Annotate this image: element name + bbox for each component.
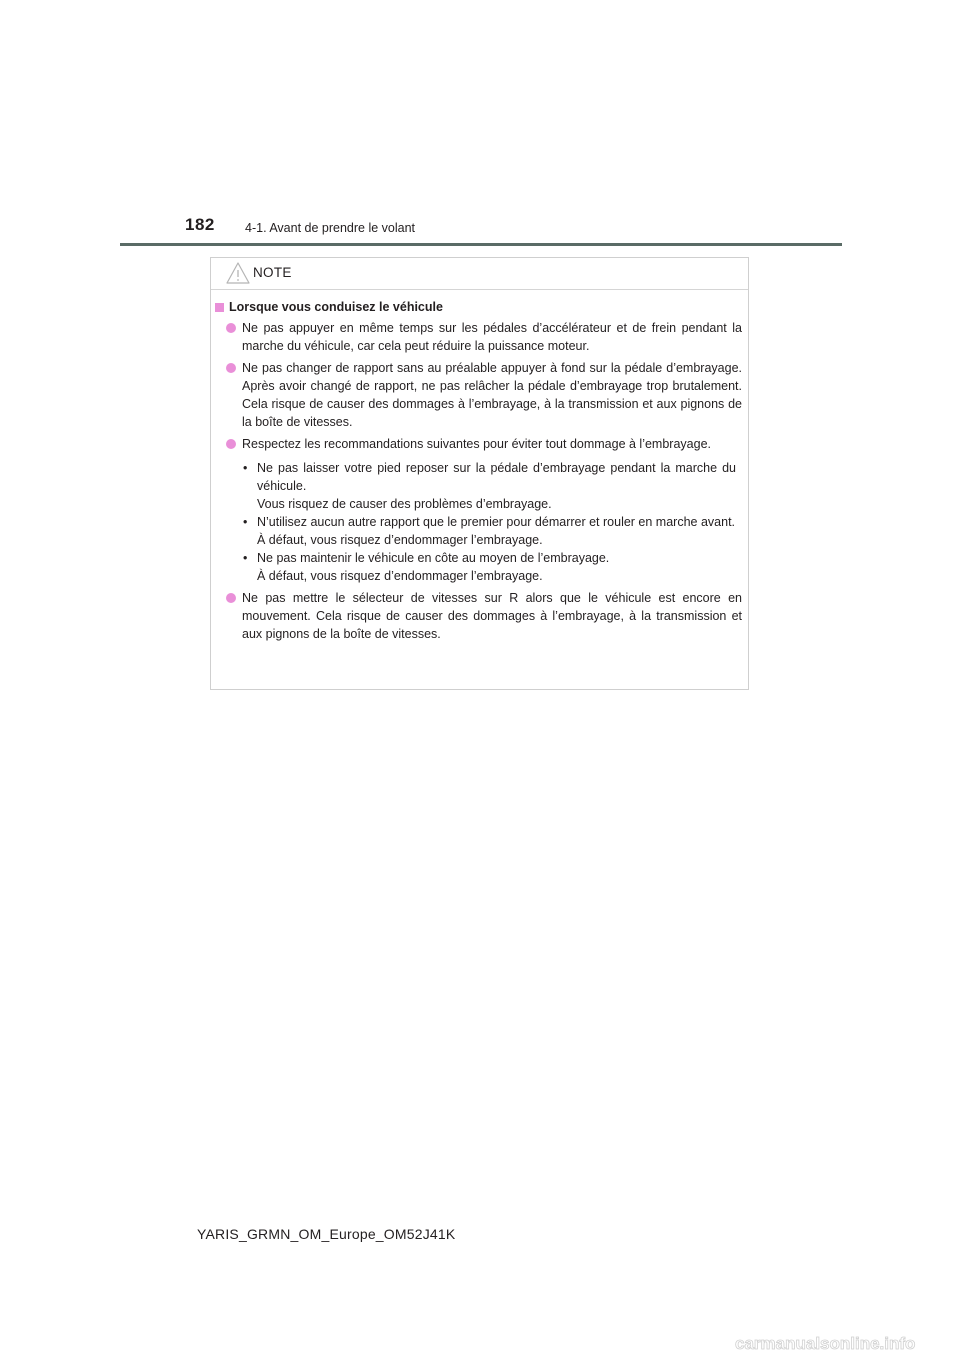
sub-bullet: •: [243, 461, 248, 475]
circle-bullet-icon: [226, 363, 236, 373]
sub-list-item-text: Ne pas laisser votre pied reposer sur la pédale d’embrayage pendant la marche du véhicule.: [257, 461, 736, 493]
sub-list: [211, 459, 742, 585]
sub-list-item-consequence: Vous risquez de causer des problèmes d’embrayage.: [257, 497, 552, 511]
watermark-logo: [735, 1332, 940, 1354]
note-label: NOTE: [253, 265, 292, 280]
list-item: [211, 359, 748, 431]
list-item: [211, 319, 748, 355]
list-item: [211, 435, 748, 585]
circle-bullet-icon: [226, 439, 236, 449]
note-body: [211, 298, 748, 647]
list-item-text: Ne pas appuyer en même temps sur les pédales d’accélérateur et de frein pendant la marche du véhicule, car cela peut réduire la puissance moteur.: [242, 321, 742, 353]
note-heading: [215, 298, 748, 316]
list-item: [211, 589, 748, 643]
sub-bullet: •: [243, 551, 248, 565]
sub-bullet: •: [243, 515, 248, 529]
sub-list-item-consequence: À défaut, vous risquez d’endommager l’embrayage.: [257, 569, 543, 583]
sub-list-item-text: Ne pas maintenir le véhicule en côte au moyen de l’embrayage.: [257, 551, 610, 565]
list-item-text: Ne pas mettre le sélecteur de vitesses sur R alors que le véhicule est encore en mouvement. Cela risque de causer des dommages à l’embrayage, à la transmission et aux pignons de la boîte de vitesses.: [242, 591, 742, 641]
header-rule: [120, 243, 842, 246]
circle-bullet-icon: [226, 323, 236, 333]
sub-list-item-text: N’utilisez aucun autre rapport que le premier pour démarrer et rouler en marche avant.: [257, 515, 736, 529]
section-title: 4-1. Avant de prendre le volant: [245, 221, 416, 235]
sub-list-item: [211, 549, 742, 585]
note-heading-text: Lorsque vous conduisez le véhicule: [229, 300, 443, 314]
note-header: [211, 258, 748, 290]
list-item-text: Respectez les recommandations suivantes pour éviter tout dommage à l’embrayage.: [242, 437, 711, 451]
warning-triangle-icon: [225, 261, 251, 285]
note-box: [210, 257, 749, 690]
square-bullet-icon: [215, 303, 224, 312]
watermark-text: carmanualsonline.info: [735, 1334, 916, 1353]
circle-bullet-icon: [226, 593, 236, 603]
sub-list-item: [211, 459, 742, 513]
sub-list-item-consequence: À défaut, vous risquez d’endommager l’embrayage.: [257, 533, 543, 547]
list-item-text: Ne pas changer de rapport sans au préalable appuyer à fond sur la pédale d’embrayage. Après avoir changé de rapport, ne pas relâcher la pédale d’embrayage trop brutalement. Cela risque de causer des dommages à l’embrayage, à la transmission et aux pignons de la boîte de vitesses.: [242, 361, 742, 429]
document-code: YARIS_GRMN_OM_Europe_OM52J41K: [197, 1226, 456, 1242]
sub-list-item: [211, 513, 742, 549]
page-number: 182: [185, 215, 215, 234]
